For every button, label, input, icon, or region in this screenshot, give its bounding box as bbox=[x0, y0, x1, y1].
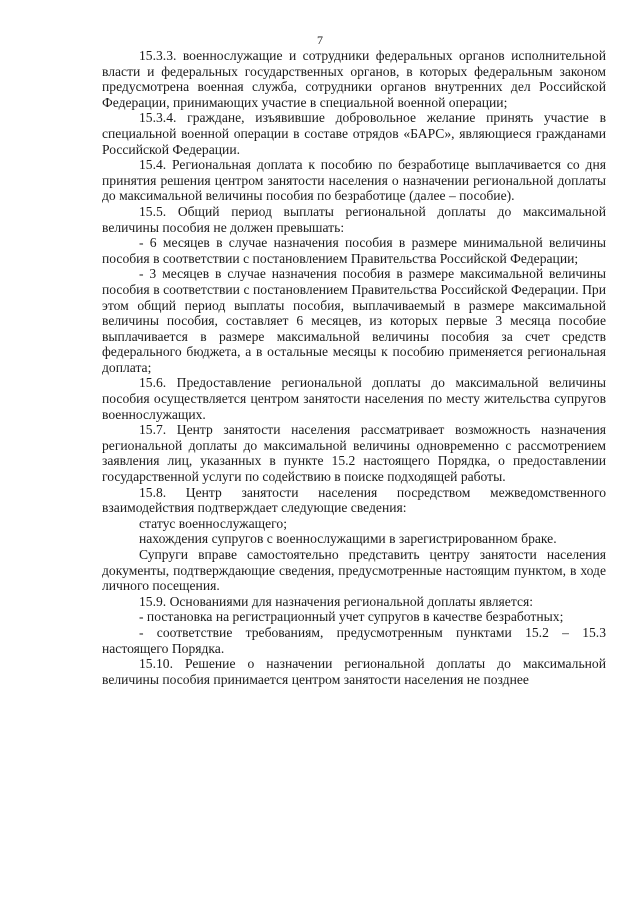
list-item-3-months: - 3 месяцев в случае назначения пособия в размере максимальной величины пособия в соответствии с постановлением Правительства Российской Федерации. При этом общий период выплаты пособия, выплачиваемый в размере максимальной величины пособия, составляет 6 месяцев, из которых первые 3 месяца пособие выплачивается в размере максимальной величины пособия за счет средств федерального бюджета, а в остальные месяцы к пособию применяется региональная доплата; bbox=[102, 266, 606, 375]
page-number: 7 bbox=[317, 33, 323, 47]
paragraph-15-6: 15.6. Предоставление региональной доплаты до максимальной величины пособия осуществляется центром занятости населения по месту жительства супругов военнослужащих. bbox=[102, 375, 606, 422]
item-registered-marriage: нахождения супругов с военнослужащими в зарегистрированном браке. bbox=[139, 531, 557, 547]
item-military-status: статус военнослужащего; bbox=[139, 515, 287, 531]
paragraph-15-4: 15.4. Региональная доплата к пособию по безработице выплачивается со дня принятия решения центром занятости населения о назначении региональной доплаты до максимальной величины пособия по безработице (далее – пособие). bbox=[102, 157, 606, 204]
paragraph-spouses-documents: Супруги вправе самостоятельно представить центру занятости населения документы, подтверждающие сведения, предусмотренные настоящим пунктом, в ходе личного посещения. bbox=[102, 547, 606, 594]
document-body bbox=[102, 48, 606, 687]
list-item-6-months: - 6 месяцев в случае назначения пособия в размере минимальной величины пособия в соответствии с постановлением Правительства Российской Федерации; bbox=[102, 235, 606, 266]
paragraph-15-9: 15.9. Основаниями для назначения региональной доплаты является: bbox=[139, 593, 534, 609]
list-item-registration: - постановка на регистрационный учет супругов в качестве безработных; bbox=[139, 609, 564, 625]
paragraph-15-3-4: 15.3.4. граждане, изъявившие добровольное желание принять участие в специальной военной операции в составе отрядов «БАРС», являющиеся гражданами Российской Федерации. bbox=[102, 110, 606, 157]
paragraph-15-3-3: 15.3.3. военнослужащие и сотрудники федеральных органов исполнительной власти и федеральных государственных органов, в которых федеральным законом предусмотрена военная служба, сотрудники органов внутренних дел Российской Федерации, принимающих участие в специальной военной операции; bbox=[102, 48, 606, 110]
list-item-requirements: - соответствие требованиям, предусмотренным пунктами 15.2 – 15.3 настоящего Порядка. bbox=[102, 624, 606, 656]
paragraph-15-5: 15.5. Общий период выплаты региональной доплаты до максимальной величины пособия не должен превышать: bbox=[102, 203, 606, 235]
paragraph-15-10: 15.10. Решение о назначении региональной доплаты до максимальной величины пособия принимается центром занятости населения не позднее bbox=[102, 656, 606, 687]
paragraph-15-7: 15.7. Центр занятости населения рассматривает возможность назначения региональной доплаты до максимальной величины одновременно с рассмотрением заявления лиц, указанных в пункте 15.2 настоящего Порядка, о предоставлении государственной услуги по содействию в поиске подходящей работы. bbox=[102, 422, 606, 485]
paragraph-15-8: 15.8. Центр занятости населения посредством межведомственного взаимодействия подтверждает следующие сведения: bbox=[102, 484, 606, 516]
